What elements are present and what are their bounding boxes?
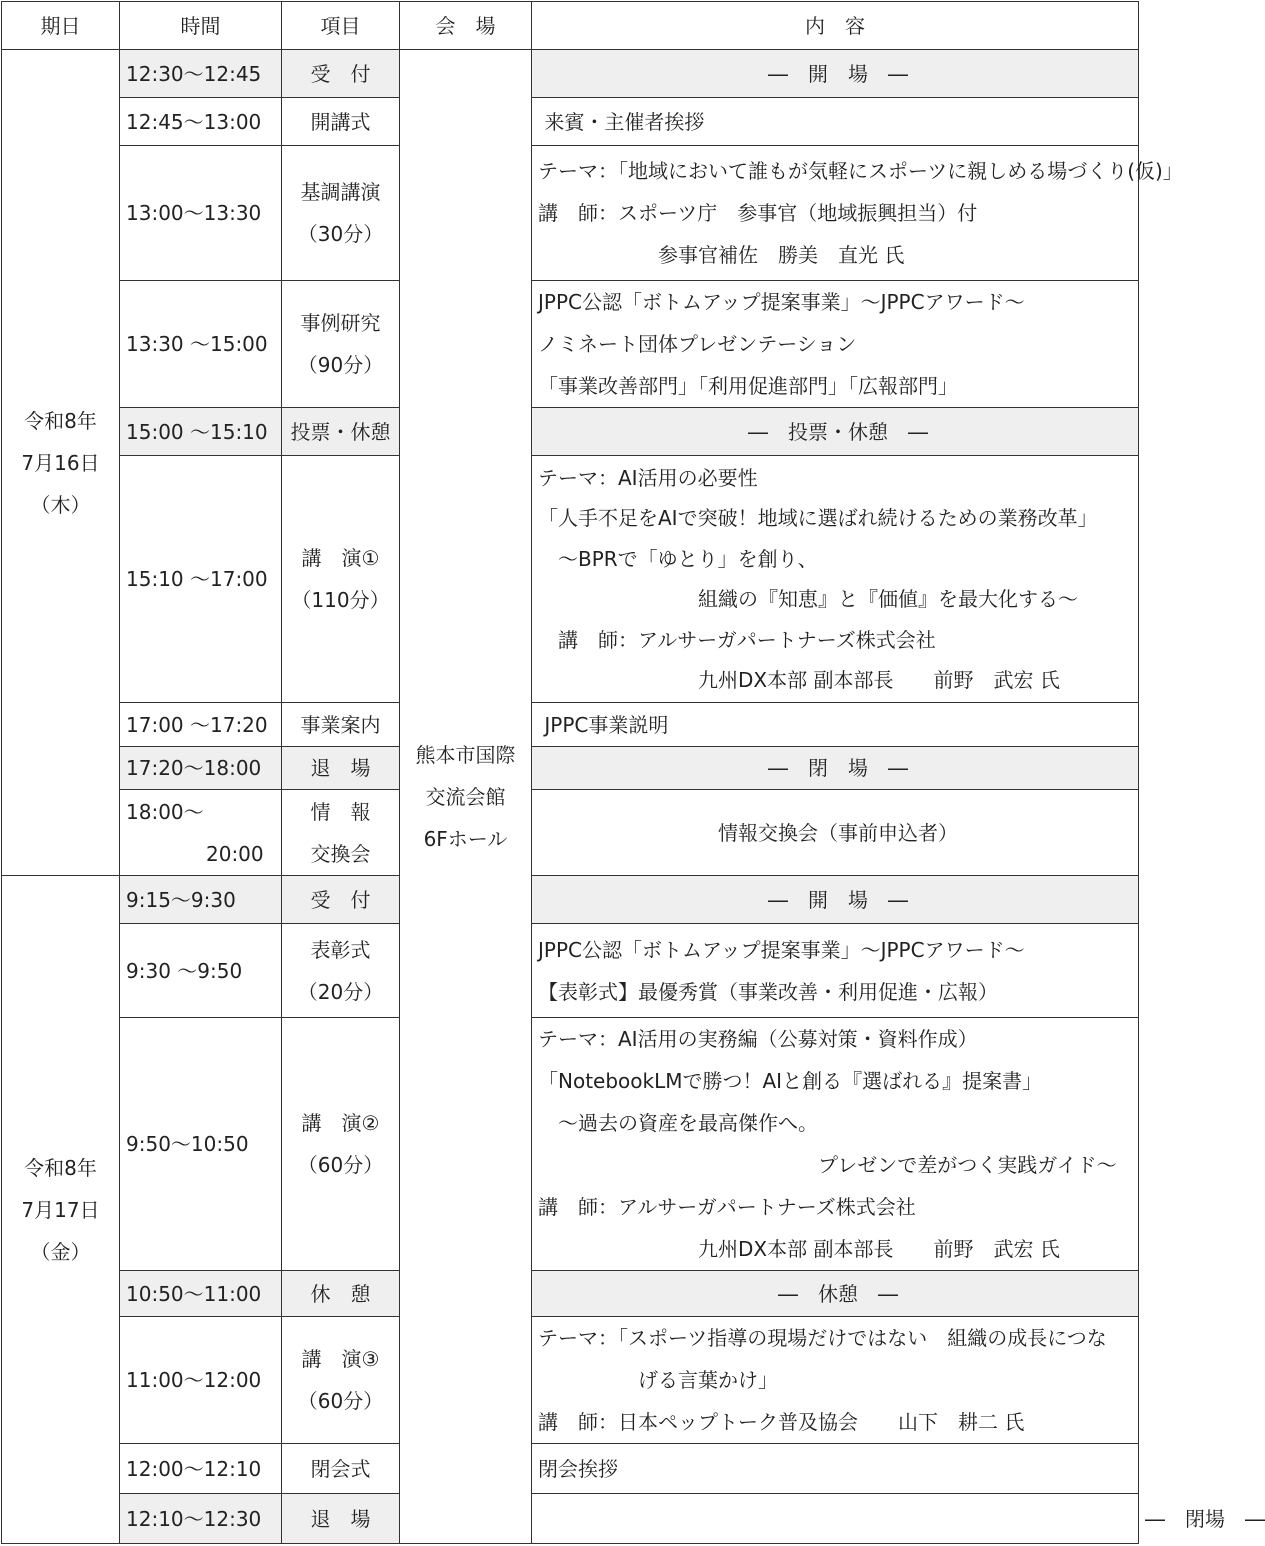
- table-row: [2, 747, 1139, 790]
- day2-date-line: （金）: [30, 1239, 91, 1264]
- time-cell: 15:10 ～17:00: [120, 456, 282, 703]
- table-row: [2, 281, 1139, 408]
- table-row: [2, 876, 1139, 924]
- time-cell: [120, 790, 282, 876]
- content-line: ノミネート団体プレゼンテーション: [538, 332, 857, 356]
- content-line: プレゼンで差がつく実践ガイド～: [538, 1153, 1117, 1177]
- item-cell: [282, 876, 400, 924]
- item-cell: [282, 1271, 400, 1317]
- content-line: 来賓・主催者挨拶: [538, 109, 705, 134]
- time-line: 18:00～: [126, 799, 204, 824]
- content-line: テーマ：「スポーツ指導の現場だけではない 組織の成長につな: [538, 1326, 1107, 1350]
- item-label: 退 場: [310, 756, 371, 780]
- content-line: 九州DX本部 副本部長 前野 武宏 氏: [538, 1237, 1060, 1261]
- day2-date-line: 令和8年: [24, 1155, 97, 1180]
- table-row: [2, 1444, 1139, 1494]
- content-line: 講 師：アルサーガパートナーズ株式会社: [538, 627, 936, 652]
- content-cell: [532, 98, 1139, 146]
- time-cell: 10:50～11:00: [120, 1271, 282, 1317]
- time-cell: 11:00～12:00: [120, 1317, 282, 1444]
- item-label: 受 付: [310, 887, 371, 912]
- table-row: [2, 146, 1139, 281]
- content-line: 組織の『知恵』と『価値』を最大化する～: [538, 587, 1078, 611]
- table-row: [2, 98, 1139, 146]
- time-line: 20:00: [126, 841, 264, 866]
- item-label: 事業案内: [300, 712, 381, 737]
- content-line: テーマ：AI活用の必要性: [538, 465, 758, 490]
- item-cell: [282, 1317, 400, 1444]
- content-cell: [532, 50, 1139, 98]
- content-line: JPPC公認「ボトムアップ提案事業」～JPPCアワード～: [538, 937, 1025, 962]
- header-row: [2, 2, 1139, 50]
- table-row: [2, 1018, 1139, 1271]
- venue-cell: [400, 50, 532, 1544]
- table-row: [2, 408, 1139, 456]
- content-line: ― 開 場 ―: [768, 887, 908, 912]
- item-label: 閉会式: [310, 1456, 371, 1481]
- content-cell: [532, 703, 1139, 747]
- item-label: 開講式: [310, 109, 371, 134]
- venue-line: 熊本市国際: [415, 742, 516, 767]
- header-venue: 会 場: [400, 2, 532, 50]
- content-cell: [532, 876, 1139, 924]
- item-cell: [282, 50, 400, 98]
- time-cell: 9:50～10:50: [120, 1018, 282, 1271]
- item-label: 情 報: [310, 799, 371, 824]
- item-cell: [282, 146, 400, 281]
- item-cell: [282, 408, 400, 456]
- content-line: 参事官補佐 勝美 直光 氏: [538, 243, 905, 267]
- content-cell: [532, 146, 1183, 281]
- item-label: 休 憩: [310, 1281, 371, 1306]
- item-label: （30分）: [297, 222, 384, 246]
- day2-date-cell: [2, 876, 120, 1544]
- time-cell: 15:00 ～15:10: [120, 408, 282, 456]
- table-row: [2, 1271, 1139, 1317]
- content-line: ― 投票・休憩 ―: [748, 419, 928, 444]
- header-item: 項目: [282, 2, 400, 50]
- content-cell: [532, 790, 1139, 876]
- table-row: 12:10～12:30 退 場 ― 閉場 ―: [2, 1494, 1139, 1544]
- item-label: 交換会: [310, 841, 371, 866]
- content-line: JPPC事業説明: [538, 712, 669, 737]
- content-line: テーマ：AI活用の実務編（公募対策・資料作成）: [538, 1027, 978, 1051]
- item-cell: [282, 747, 400, 790]
- venue-line: 6Fホール: [423, 826, 508, 851]
- item-label: （20分）: [297, 979, 384, 1004]
- content-line: 「NotebookLMで勝つ！AIと創る『選ばれる』提案書」: [538, 1069, 1043, 1093]
- item-cell: [282, 924, 400, 1018]
- content-line: 九州DX本部 副本部長 前野 武宏 氏: [538, 668, 1060, 692]
- item-cell: [282, 790, 400, 876]
- item-label: 講 演②: [301, 1111, 380, 1135]
- item-label: （90分）: [297, 353, 384, 377]
- content-line: 「人手不足をAIで突破！地域に選ばれ続けるための業務改革」: [538, 506, 1098, 530]
- content-cell: [532, 924, 1139, 1018]
- content-line: ～過去の資産を最高傑作へ。: [538, 1111, 818, 1135]
- item-label: 講 演①: [301, 546, 380, 570]
- item-label: 投票・休憩: [290, 419, 391, 444]
- content-line: ～BPRで「ゆとり」を創り、: [538, 546, 818, 571]
- time-cell: 9:30 ～9:50: [120, 924, 282, 1018]
- time-cell: 17:20～18:00: [120, 747, 282, 790]
- content-line: テーマ：「地域において誰もが気軽にスポーツに親しめる場づくり(仮)」: [538, 159, 1183, 183]
- day1-date-cell: [2, 50, 120, 876]
- item-cell: [282, 1018, 400, 1271]
- header-content: 内 容: [532, 2, 1139, 50]
- item-label: （60分）: [297, 1389, 384, 1413]
- item-label: 受 付: [310, 61, 371, 86]
- item-label: 表彰式: [310, 937, 371, 962]
- table-row: [2, 924, 1139, 1018]
- content-line: 「事業改善部門」「利用促進部門」「広報部門」: [538, 374, 958, 398]
- content-cell: [532, 1317, 1139, 1444]
- time-cell: 13:30 ～15:00: [120, 281, 282, 408]
- item-label: 退 場: [310, 1506, 371, 1531]
- content-line: ― 閉 場 ―: [768, 756, 908, 780]
- item-label: 講 演③: [301, 1347, 380, 1371]
- content-cell: [532, 1018, 1139, 1271]
- item-label: （110分）: [291, 588, 390, 612]
- day1-date-line: 令和8年: [24, 408, 97, 433]
- schedule-table: [1, 1, 1265, 1544]
- content-cell: [532, 408, 1139, 456]
- time-cell: 12:30～12:45: [120, 50, 282, 98]
- content-line: ― 開 場 ―: [768, 61, 908, 86]
- item-label: （60分）: [297, 1153, 384, 1177]
- table-row: [2, 456, 1139, 703]
- time-cell: 12:00～12:10: [120, 1444, 282, 1494]
- item-cell: [282, 1444, 400, 1494]
- header-time: 時間: [120, 2, 282, 50]
- day1-date-line: 7月16日: [21, 450, 100, 475]
- table-row: [2, 790, 1139, 876]
- content-cell: [532, 1444, 1139, 1494]
- venue-empty-cell: [532, 1494, 1139, 1544]
- item-cell: [282, 703, 400, 747]
- time-cell: 17:00 ～17:20: [120, 703, 282, 747]
- time-cell: 13:00～13:30: [120, 146, 282, 281]
- table-row: [2, 703, 1139, 747]
- time-cell: 9:15～9:30: [120, 876, 282, 924]
- content-line: 講 師：アルサーガパートナーズ株式会社: [538, 1195, 916, 1219]
- content-line: 情報交換会（事前申込者）: [718, 820, 958, 845]
- venue-line: 交流会館: [425, 784, 506, 809]
- content-cell: [532, 747, 1139, 790]
- time-cell: 12:45～13:00: [120, 98, 282, 146]
- content-cell: [532, 1271, 1139, 1317]
- content-cell: [532, 281, 1139, 408]
- item-cell: [282, 281, 400, 408]
- content-line: ― 休憩 ―: [778, 1281, 898, 1306]
- table-row: [2, 1317, 1139, 1444]
- content-line: 閉会挨拶: [538, 1456, 618, 1481]
- content-line: 講 師：日本ペップトーク普及協会 山下 耕二 氏: [538, 1410, 1025, 1434]
- item-cell: [282, 1494, 400, 1544]
- time-cell: 12:10～12:30: [120, 1494, 282, 1544]
- content-cell: [532, 456, 1139, 703]
- day2-date-line: 7月17日: [21, 1197, 100, 1222]
- item-label: 事例研究: [300, 311, 381, 335]
- item-cell: [282, 98, 400, 146]
- content-line: JPPC公認「ボトムアップ提案事業」～JPPCアワード～: [538, 290, 1025, 314]
- content-line: げる言葉かけ」: [538, 1368, 778, 1392]
- item-label: 基調講演: [300, 180, 381, 204]
- item-cell: [282, 456, 400, 703]
- content-line: 講 師：スポーツ庁 参事官（地域振興担当）付: [538, 201, 978, 225]
- header-date: 期日: [2, 2, 120, 50]
- content-line: 【表彰式】最優秀賞（事業改善・利用促進・広報）: [538, 979, 998, 1004]
- table-row: [2, 50, 1139, 98]
- day1-date-line: （木）: [30, 492, 91, 517]
